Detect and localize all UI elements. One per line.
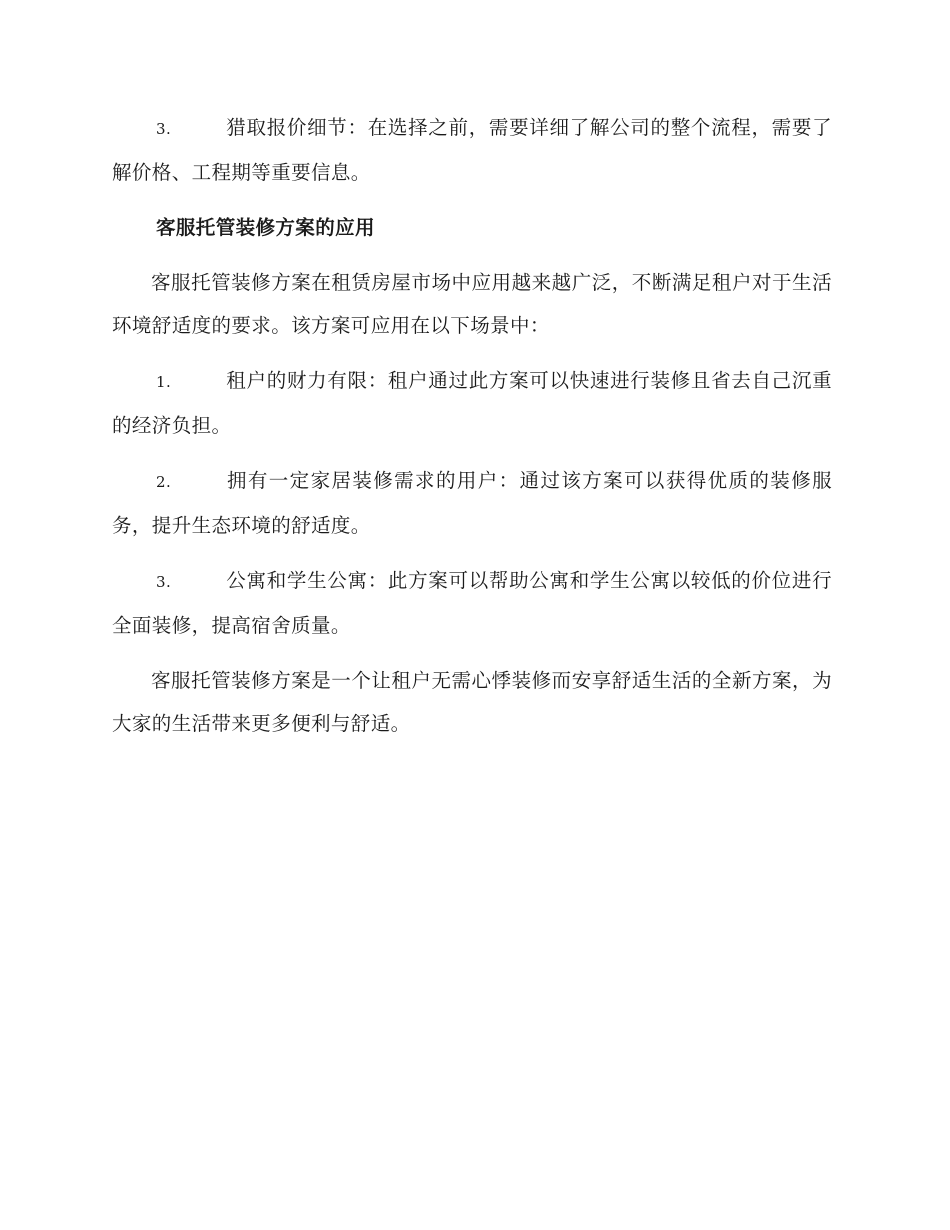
list-number: 2. — [156, 473, 172, 491]
list-number: 1. — [156, 373, 172, 391]
list-item-text: 租户的财力有限：租户通过此方案可以快速进行装修且省去自己沉重的经济负担。 — [112, 369, 832, 437]
list-number: 3. — [156, 573, 172, 591]
list-item-scenario-2 — [112, 459, 832, 547]
list-number: 3. — [156, 120, 172, 138]
section-heading: 客服托管装修方案的应用 — [156, 216, 375, 239]
list-item-price-details — [112, 106, 832, 194]
list-item-scenario-3 — [112, 559, 832, 647]
list-item-text: 猎取报价细节：在选择之前，需要详细了解公司的整个流程，需要了解价格、工程期等重要信息。 — [112, 116, 832, 184]
intro-paragraph: 客服托管装修方案在租赁房屋市场中应用越来越广泛，不断满足租户对于生活环境舒适度的要求。该方案可应用在以下场景中： — [112, 271, 832, 337]
list-item-text: 拥有一定家居装修需求的用户：通过该方案可以获得优质的装修服务，提升生态环境的舒适度。 — [112, 469, 832, 537]
list-item-scenario-1 — [112, 359, 832, 447]
closing-paragraph: 客服托管装修方案是一个让租户无需心悸装修而安享舒适生活的全新方案，为大家的生活带来更多便利与舒适。 — [112, 669, 832, 735]
list-item-text: 公寓和学生公寓：此方案可以帮助公寓和学生公寓以较低的价位进行全面装修，提高宿舍质量。 — [112, 569, 832, 637]
document-body — [112, 106, 832, 757]
